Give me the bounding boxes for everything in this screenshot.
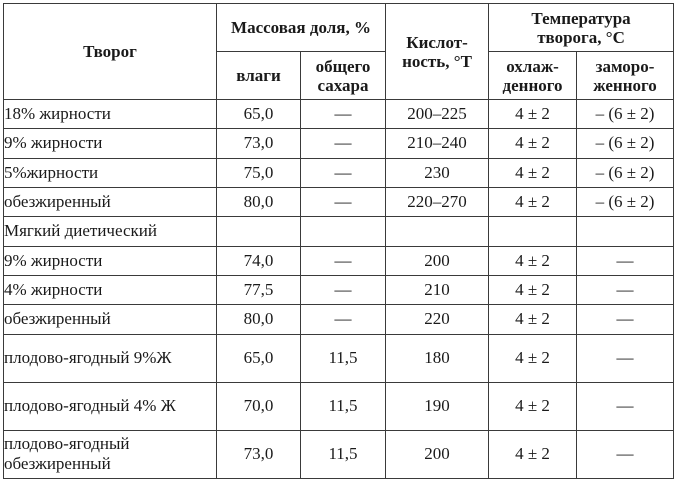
cell-moisture: 70,0 bbox=[217, 382, 301, 430]
cell-acidity: 190 bbox=[386, 382, 489, 430]
header-moisture: влаги bbox=[217, 52, 301, 100]
cell-frozen-temp: – (6 ± 2) bbox=[577, 158, 674, 187]
cell-moisture: 75,0 bbox=[217, 158, 301, 187]
cell-moisture: 65,0 bbox=[217, 100, 301, 129]
cell-chilled-temp: 4 ± 2 bbox=[489, 334, 577, 382]
cell-chilled-temp bbox=[489, 217, 577, 246]
cell-product-name: 9% жирности bbox=[4, 129, 217, 158]
cell-moisture: 80,0 bbox=[217, 187, 301, 216]
cell-chilled-temp: 4 ± 2 bbox=[489, 430, 577, 478]
cell-product-name: обезжиренный bbox=[4, 187, 217, 216]
table-row bbox=[4, 187, 674, 216]
table-row bbox=[4, 100, 674, 129]
cell-sugar bbox=[301, 217, 386, 246]
header-sugar: общего сахара bbox=[301, 52, 386, 100]
table-row-group bbox=[4, 217, 674, 246]
cell-acidity: 180 bbox=[386, 334, 489, 382]
header-acidity: Кислот-ность, °Т bbox=[386, 4, 489, 100]
cell-group-name: Мягкий диетический bbox=[4, 217, 217, 246]
cell-sugar: — bbox=[301, 187, 386, 216]
cell-acidity: 220 bbox=[386, 305, 489, 334]
cell-sugar: — bbox=[301, 100, 386, 129]
header-chilled: охлаж-денного bbox=[489, 52, 577, 100]
cell-acidity: 200 bbox=[386, 246, 489, 275]
cell-acidity: 200 bbox=[386, 430, 489, 478]
cell-sugar: 11,5 bbox=[301, 382, 386, 430]
cell-frozen-temp: – (6 ± 2) bbox=[577, 187, 674, 216]
table-row bbox=[4, 246, 674, 275]
table-body bbox=[4, 100, 674, 479]
cell-frozen-temp: — bbox=[577, 275, 674, 304]
header-mass-fraction: Массовая доля, % bbox=[217, 4, 386, 52]
cell-sugar: — bbox=[301, 305, 386, 334]
cell-product-name: 9% жирности bbox=[4, 246, 217, 275]
cell-acidity: 220–270 bbox=[386, 187, 489, 216]
cell-product-name: 4% жирности bbox=[4, 275, 217, 304]
cell-frozen-temp: – (6 ± 2) bbox=[577, 100, 674, 129]
header-temperature: Температура творога, °С bbox=[489, 4, 674, 52]
header-row-1 bbox=[4, 4, 674, 52]
cell-frozen-temp bbox=[577, 217, 674, 246]
cell-chilled-temp: 4 ± 2 bbox=[489, 382, 577, 430]
cell-frozen-temp: — bbox=[577, 382, 674, 430]
cell-frozen-temp: — bbox=[577, 430, 674, 478]
header-frozen: заморо-женного bbox=[577, 52, 674, 100]
cell-frozen-temp: — bbox=[577, 334, 674, 382]
cell-chilled-temp: 4 ± 2 bbox=[489, 246, 577, 275]
cell-product-name: 18% жирности bbox=[4, 100, 217, 129]
table-row bbox=[4, 158, 674, 187]
table-header bbox=[4, 4, 674, 100]
header-product: Творог bbox=[4, 4, 217, 100]
cell-sugar: — bbox=[301, 129, 386, 158]
cell-acidity: 200–225 bbox=[386, 100, 489, 129]
table-row bbox=[4, 129, 674, 158]
cell-sugar: 11,5 bbox=[301, 430, 386, 478]
cell-acidity: 210–240 bbox=[386, 129, 489, 158]
cell-frozen-temp: — bbox=[577, 305, 674, 334]
table-row bbox=[4, 275, 674, 304]
cell-sugar: 11,5 bbox=[301, 334, 386, 382]
cell-frozen-temp: — bbox=[577, 246, 674, 275]
cell-chilled-temp: 4 ± 2 bbox=[489, 187, 577, 216]
cell-sugar: — bbox=[301, 246, 386, 275]
cell-frozen-temp: – (6 ± 2) bbox=[577, 129, 674, 158]
cell-acidity bbox=[386, 217, 489, 246]
cell-chilled-temp: 4 ± 2 bbox=[489, 305, 577, 334]
cell-acidity: 210 bbox=[386, 275, 489, 304]
cell-product-name: 5%жирности bbox=[4, 158, 217, 187]
cell-product-name: плодово-ягодный 9%Ж bbox=[4, 334, 217, 382]
cell-moisture: 73,0 bbox=[217, 430, 301, 478]
cell-sugar: — bbox=[301, 275, 386, 304]
cell-sugar: — bbox=[301, 158, 386, 187]
cell-chilled-temp: 4 ± 2 bbox=[489, 158, 577, 187]
cell-moisture: 73,0 bbox=[217, 129, 301, 158]
table-row bbox=[4, 382, 674, 430]
table-row bbox=[4, 305, 674, 334]
cell-acidity: 230 bbox=[386, 158, 489, 187]
cell-moisture bbox=[217, 217, 301, 246]
cell-product-name: плодово-ягодный обезжиренный bbox=[4, 430, 217, 478]
cell-moisture: 65,0 bbox=[217, 334, 301, 382]
cell-chilled-temp: 4 ± 2 bbox=[489, 275, 577, 304]
curd-composition-table bbox=[3, 3, 674, 479]
cell-product-name: обезжиренный bbox=[4, 305, 217, 334]
cell-chilled-temp: 4 ± 2 bbox=[489, 100, 577, 129]
cell-moisture: 80,0 bbox=[217, 305, 301, 334]
cell-chilled-temp: 4 ± 2 bbox=[489, 129, 577, 158]
cell-moisture: 77,5 bbox=[217, 275, 301, 304]
cell-moisture: 74,0 bbox=[217, 246, 301, 275]
cell-product-name: плодово-ягодный 4% Ж bbox=[4, 382, 217, 430]
table-row bbox=[4, 430, 674, 478]
table-row bbox=[4, 334, 674, 382]
